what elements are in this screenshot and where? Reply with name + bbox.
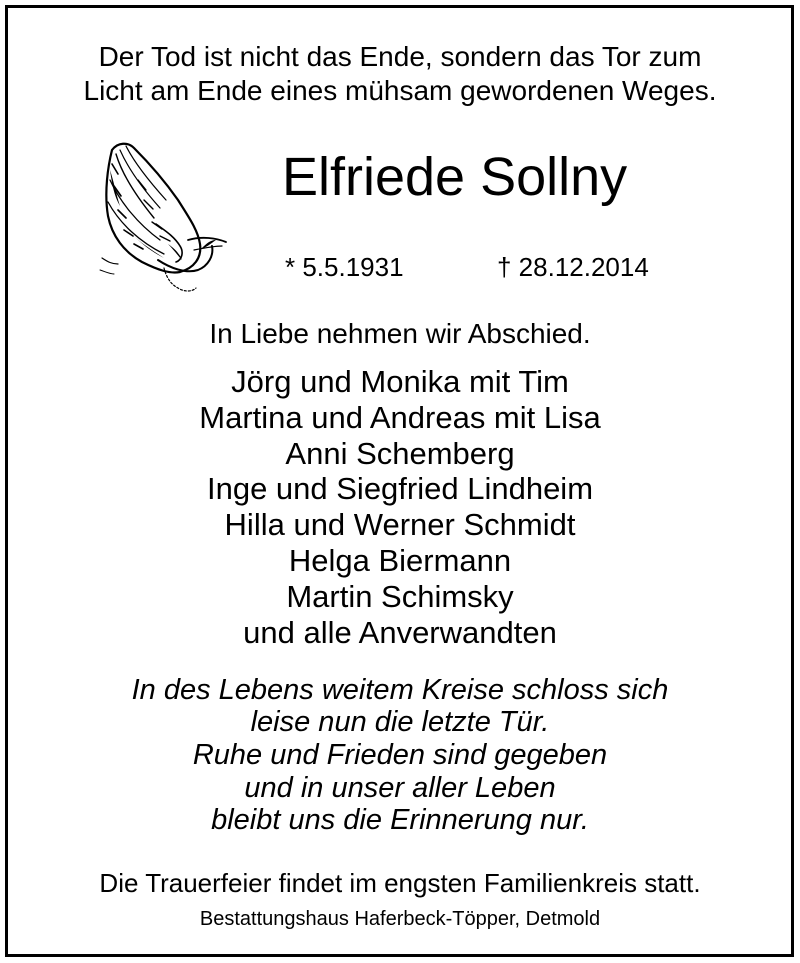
mourner-line: Hilla und Werner Schmidt [224, 507, 576, 542]
motto-line-1: Der Tod ist nicht das Ende, sondern das Tor zum [98, 41, 702, 72]
farewell-text: In Liebe nehmen wir Abschied. [209, 318, 591, 349]
mourner-line: Inge und Siegfried Lindheim [206, 471, 594, 506]
mourner-line: Anni Schemberg [285, 436, 515, 471]
ceremony-note: Die Trauerfeier findet im engsten Familienkreis statt. [99, 868, 701, 898]
poem-line: leise nun die letzte Tür. [250, 706, 550, 738]
death-date: † 28.12.2014 [497, 252, 649, 282]
praying-hands-icon [98, 140, 228, 300]
poem-line: Ruhe und Frieden sind gegeben [192, 739, 608, 771]
mourner-line: Martin Schimsky [286, 579, 514, 614]
deceased-name: Elfriede Sollny [282, 147, 628, 207]
mourner-line: Helga Biermann [288, 543, 512, 578]
poem-line: und in unser aller Leben [244, 772, 556, 804]
motto-line-2: Licht am Ende eines mühsam gewordenen Weges. [83, 75, 717, 106]
poem-line: In des Lebens weitem Kreise schloss sich [131, 674, 669, 706]
poem-line: bleibt uns die Erinnerung nur. [211, 804, 589, 836]
mourner-line: Martina und Andreas mit Lisa [199, 400, 601, 435]
undertaker-name: Bestattungshaus Haferbeck-Töpper, Detmold [199, 908, 601, 930]
mourner-line: und alle Anverwandten [243, 615, 557, 650]
mourner-line: Jörg und Monika mit Tim [231, 364, 569, 399]
birth-date: * 5.5.1931 [285, 252, 404, 282]
